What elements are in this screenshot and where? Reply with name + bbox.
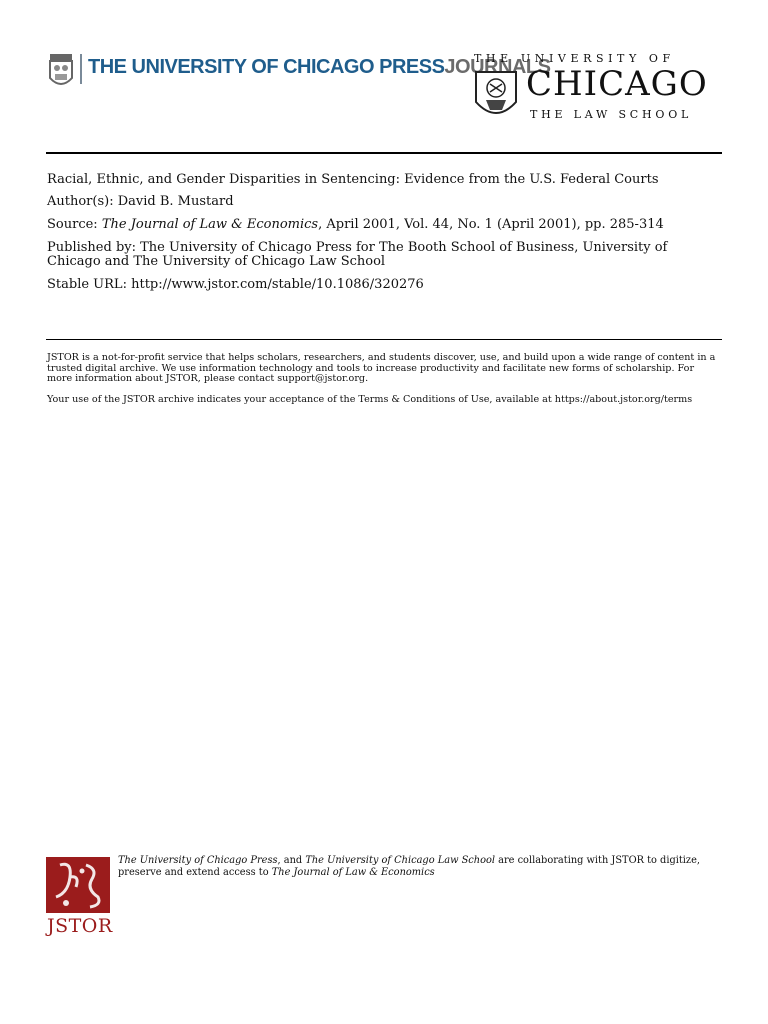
collab-separator: , and [277,855,306,866]
top-divider [46,152,722,154]
article-metadata [47,173,722,301]
jstor-wordmark: JSTOR [47,915,113,937]
law-school-name: CHICAGO [526,64,708,104]
publisher-line [47,241,722,269]
jstor-notice [47,353,722,415]
publisher-name: The University of Chicago Press for The Booth School of Business, University of Chicago and The University of Chicago Law School [47,240,668,269]
notice-paragraph-1: JSTOR is a not-for-profit service that helps scholars, researchers, and students discover, use, and build upon a wide range of content in a trusted digital archive. We use information technology and tools to increase productivity and facilitate new forms of scholarship. For more information about JSTOR, please contact support@jstor.org. [47,352,716,385]
journal-name: The Journal of Law & Economics [101,217,319,232]
university-press-shield-logo [46,52,76,92]
source-line [47,218,722,232]
author-line [47,195,722,209]
page-header [46,42,722,132]
law-school-logo [474,48,724,128]
source-label: Source: [47,217,98,232]
law-school-bottom-line: THE LAW SCHOOL [530,108,693,121]
stable-url-link[interactable]: http://www.jstor.com/stable/10.1086/320276 [131,277,424,292]
author-name: David B. Mustard [117,194,234,209]
published-label: Published by: [47,240,136,255]
press-title-journals: JOURNALS [444,56,551,78]
logo-divider [80,54,82,84]
stable-url-line [47,278,722,292]
stable-url-label: Stable URL: [47,277,127,292]
press-title-main: THE UNIVERSITY OF CHICAGO PRESS [88,56,445,78]
notice-paragraph-2: Your use of the JSTOR archive indicates your acceptance of the Terms & Conditions of Use, available at https://about.jstor.org/terms [47,393,693,405]
collaboration-footer [46,853,722,943]
author-label: Author(s): [47,194,114,209]
collab-text: are collaborating with JSTOR to digitize, preserve and extend access to [118,855,700,878]
collab-org-1: The University of Chicago Press [118,855,278,866]
collaboration-statement [118,855,718,879]
collab-org-2: The University of Chicago Law School [305,855,496,866]
source-detail: , April 2001, Vol. 44, No. 1 (April 2001), pp. 285-314 [318,217,664,232]
law-school-seal-icon [474,70,518,124]
law-school-top-line: THE UNIVERSITY OF [474,52,675,65]
middle-divider [46,339,722,340]
jstor-emblem-icon [46,857,110,913]
collab-journal: The Journal of Law & Economics [271,867,435,878]
article-title: Racial, Ethnic, and Gender Disparities in Sentencing: Evidence from the U.S. Federal Courts [47,172,659,187]
